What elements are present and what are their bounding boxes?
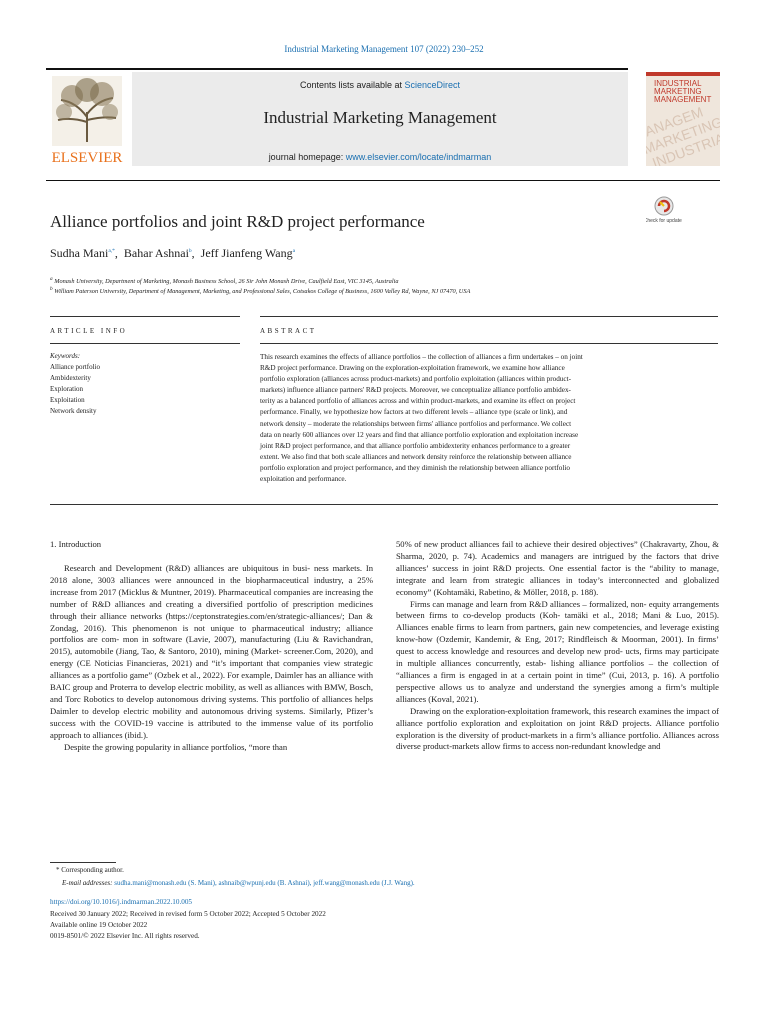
paragraph: 50% of new product alliances fail to achieve their desired objectives” (Chakravarty, Zhou, & Sharma, 2020, p. 74). Academics and managers are intrigued by the factors that drive alliances’ success in joint R&D projects. One essential factor is the “ability to manage, integrate and learn from strategic alliances in today’s interconnected and globalized economy” (Kohtamäki, Rabetino, & Möller, 2018, p. 188).: [396, 539, 719, 597]
paragraph: Despite the growing popularity in alliance portfolios, “more than: [64, 741, 288, 752]
abstract-bottom-rule: [50, 504, 718, 505]
affiliation: $^b$ William Paterson University, Department of Management, Marketing, and Professional Sales, Cotsakos College of Business, 1600 Valley Rd, Wayne, NJ 07470, USA: [50, 286, 471, 296]
abstract-rule-2: [260, 343, 718, 344]
corresponding-author-note: * Corresponding author.: [56, 866, 124, 874]
keyword: Exploration: [50, 385, 84, 393]
author-sup: b: [188, 248, 192, 254]
header-top-rule: [46, 68, 628, 70]
paragraph: Research and Development (R&D) alliances are ubiquitous in busi- ness markets. In 2018 alone, 3003 alliances were announced in the biopharmaceutical industry, a 25% increase from 2017 (Micklus & Muntner, 2019). Pharmaceutical companies are increasing the number of R&D alliances and creating a diversified portfolio of prescription medicines through their alliance networks (https://ceptonstrategies.com/en/strategic-alliances/; Dan & Zondag, 2016). This phenomenon is not unique to pharmaceutical industry; alliance portfolios are com- mon in software (Lavie, 2007), manufacturing (Liu & Ravichandran, 2015), automobile (Jiang, Tao, & Santoro, 2010), mining (Market- screener.Com, 2020), and energy (CE Noticias Financieras, 2021) and “it’s important that companies view strategic alliances as a portfolio game” (Ozbek et al., 2022). For example, Daimler has an alliance with BAIC group and Proterra to develop electric mobility, as well as alliances with BMW, Bosch, and Torc Robotics to develop autonomous driving systems. This portfolio of alliances helps Daimler to develop electric mobility and autonomous driving systems. Similarly, Pfizer’s success with the COVID-19 vaccine is attributed to the immense value of its portfolio approach to alliances (ibid.).: [50, 563, 374, 740]
keyword: Network density: [50, 407, 97, 415]
available-online: Available online 19 October 2022: [50, 921, 148, 929]
section-heading: 1. Introduction: [50, 539, 102, 549]
author-list: Sudha Mani$^{a,*}$, Bahar Ashnai$^b$, Jeff Jianfeng Wang$^a$: [50, 246, 296, 260]
svg-text:INDUSTRIAL: INDUSTRIAL: [650, 127, 720, 166]
keyword: Ambidexterity: [50, 374, 91, 382]
svg-text:MANAGEM: MANAGEM: [646, 103, 706, 144]
affiliation: $^a$ Monash University, Department of Marketing, Monash Business School, 26 Sir John Monash Drive, Caulfield East, VIC 3145, Australia: [50, 276, 399, 286]
abstract-line: R&D project performance. Drawing on the exploration-exploitation framework, we examine how alliance: [260, 364, 565, 373]
author-name[interactable]: Jeff Jianfeng Wang: [200, 246, 293, 260]
abstract-line: markets) influence alliance partners' R&D projects. Moreover, we conceptualize alliance portfolio ambidex-: [260, 386, 571, 395]
author-name[interactable]: Bahar Ashnai: [123, 246, 189, 260]
doi-link[interactable]: https://doi.org/10.1016/j.indmarman.2022.10.005: [50, 898, 193, 906]
author-sup: a: [292, 248, 296, 254]
abstract-line: terity as a balanced portfolio of alliances across and within product-markets, and examine its effect on project: [260, 397, 576, 406]
abstract-line: portfolio exploration and project performance, and they diminish the relationship between alliance portfolio: [260, 463, 570, 472]
abstract-line: exploitation and performance.: [260, 475, 347, 484]
keyword: Alliance portfolio: [50, 363, 100, 371]
contents-line: Contents lists available at ScienceDirect: [299, 80, 461, 90]
author-name[interactable]: Sudha Mani: [50, 246, 109, 260]
article-info-heading: ARTICLE INFO: [50, 327, 128, 335]
abstract-text: [260, 352, 718, 485]
paragraph: Drawing on the exploration-exploitation framework, this research examines the impact of alliance portfolio exploration and exploitation on joint R&D projects. Alliance portfolio exploration is the diversity of product-markets in a firm’s alliance portfolio. Alliances across diverse product-markets allow firms to access non-redundant knowledge and: [396, 705, 719, 752]
abstract-line: performance. Finally, we hypothesize how factors at two different levels – alliance type (scale or link), and: [260, 408, 568, 417]
journal-cover-image: [646, 72, 720, 166]
keywords-label: Keywords:: [50, 352, 81, 360]
sciencedirect-link[interactable]: ScienceDirect: [404, 80, 461, 90]
elsevier-wordmark: ELSEVIER: [51, 150, 123, 166]
abstract-line: joint R&D project performance, and that alliance portfolio ambidexterity enhances performance to a greater: [260, 441, 571, 450]
cover-line-3: MANAGEMENT: [654, 95, 712, 104]
abstract-line: portfolio exploration (alliances across product-markets) and portfolio exploitation (alliances within product-: [260, 375, 571, 384]
journal-citation[interactable]: Industrial Marketing Management 107 (2022) 230–252: [284, 44, 484, 54]
abstract-rule: [260, 316, 718, 317]
abstract-line: network density – moderate the relationships between firms' alliance portfolios and performance. We collect: [260, 419, 572, 428]
elsevier-logo: [46, 72, 128, 166]
article-info-rule: [50, 316, 240, 317]
journal-homepage: journal homepage: www.elsevier.com/locate/indmarman: [268, 152, 492, 162]
email-addresses: E-mail addresses: sudha.mani@monash.edu (S. Mani), ashnaib@wpunj.edu (B. Ashnai), jeff.wang@monash.edu (J.J. Wang).: [62, 879, 415, 887]
abstract-line: This research examines the effects of alliance portfolios – the collection of alliances a firm undertakes – on joint: [260, 353, 583, 361]
right-column: [396, 539, 719, 753]
svg-text:MARKETING: MARKETING: [646, 113, 720, 158]
header-bottom-rule: [46, 180, 720, 181]
journal-title: Industrial Marketing Management: [263, 108, 497, 127]
footnote-rule: [50, 862, 116, 863]
check-updates-label: heck for update: [647, 218, 682, 224]
copyright: 0019-8501/© 2022 Elsevier Inc. All rights reserved.: [50, 932, 200, 940]
paragraph: Firms can manage and learn from R&D alliances – formalized, non- equity arrangements between firms to co-develop products (Koh- tamäki et al., 2018; Mani & Luo, 2015). Alliances enable firms to learn from partners, gain new competencies, and leverage existing know-how (Ozdemir, Kandemir, & Eng, 2017; Rindfleisch & Moorman, 2001). In firms’ quest to access knowledge and resources and develop new prod- ucts, firms may participate in multiple alliances concurrently, estab- lishing alliance portfolios – the collection of “alliances a firm is engaged in at a certain point in time” (Cui, 2013, p. 16). A portfolio perspective allows us to analyze and understand the synergies among a firm’s multiple alliances (Koval, 2021).: [396, 598, 719, 704]
abstract-line: extent. We also find that both scale alliances and network density reinforce the relationship between alliance: [260, 452, 572, 461]
received-dates: Received 30 January 2022; Received in revised form 5 October 2022; Accepted 5 October 2022: [50, 910, 326, 918]
left-column: [50, 563, 373, 754]
article-info-rule-2: [50, 343, 240, 344]
cover-line-2: MARKETING: [654, 87, 702, 96]
author-sup: a,*: [108, 248, 115, 254]
check-for-updates-badge[interactable]: [646, 194, 682, 230]
cover-line-1: INDUSTRIAL: [654, 79, 702, 88]
article-title: Alliance portfolios and joint R&D project performance: [50, 212, 425, 231]
abstract-heading: ABSTRACT: [260, 327, 317, 335]
keyword: Exploitation: [50, 396, 85, 404]
abstract-line: data on nearly 600 alliances over 12 years and find that alliance portfolio exploration and exploitation increase: [260, 430, 579, 439]
homepage-link[interactable]: www.elsevier.com/locate/indmarman: [345, 152, 492, 162]
